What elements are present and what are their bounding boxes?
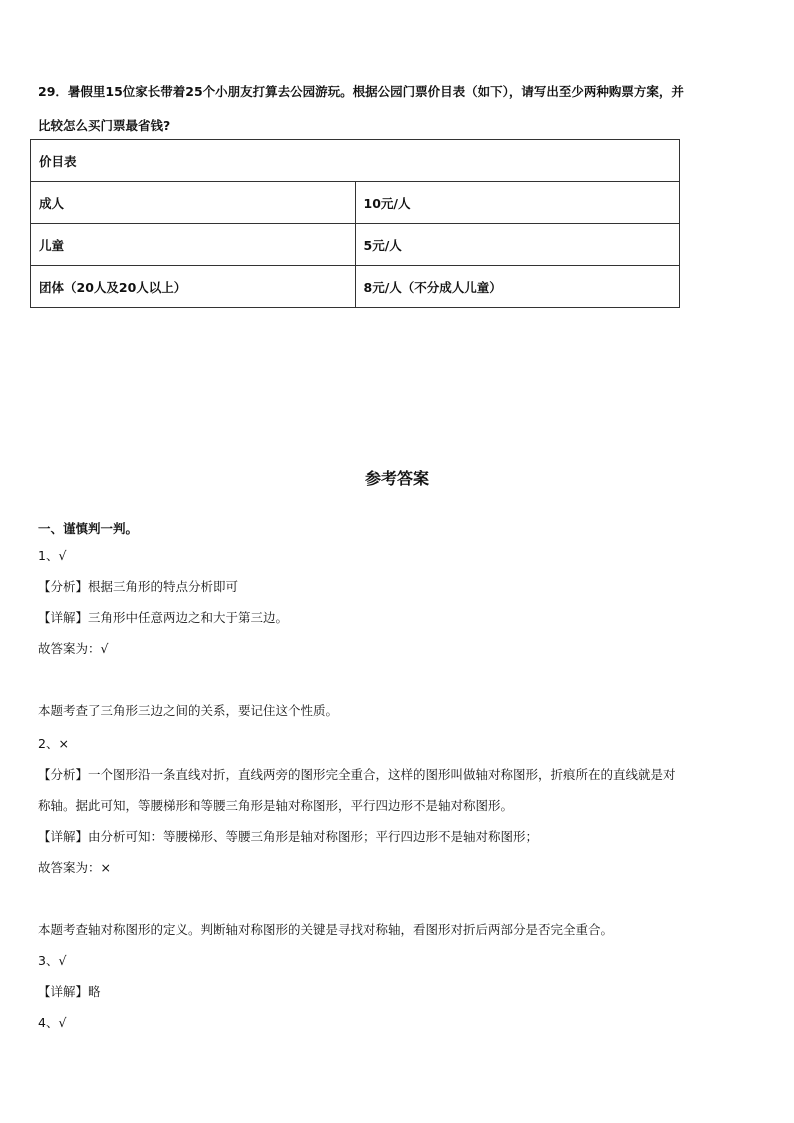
answer-1: 1、√ (38, 548, 67, 563)
table-cell: 10元/人 (355, 182, 680, 224)
answer-1-note: 本题考查了三角形三边之间的关系，要记住这个性质。 (38, 703, 339, 718)
answer-2-note: 本题考查轴对称图形的定义。判断轴对称图形的关键是寻找对称轴，看图形对折后两部分是否完全重合。 (38, 922, 614, 937)
table-cell: 团体（20人及20人以上） (31, 266, 356, 308)
answer-3-detail: 【详解】略 (38, 984, 101, 999)
answer-2-analysis-line1: 【分析】一个图形沿一条直线对折，直线两旁的图形完全重合，这样的图形叫做轴对称图形，折痕所在的直线就是对 (38, 767, 676, 782)
answer-3: 3、√ (38, 953, 67, 968)
price-table (30, 139, 680, 308)
table-cell: 8元/人（不分成人儿童） (355, 266, 680, 308)
table-header-cell: 价目表 (31, 140, 680, 182)
table-cell: 成人 (31, 182, 356, 224)
table-cell: 5元/人 (355, 224, 680, 266)
answer-4: 4、√ (38, 1015, 67, 1030)
table-row (31, 182, 680, 224)
question-29-line2: 比较怎么买门票最省钱? (38, 118, 171, 133)
answer-1-analysis: 【分析】根据三角形的特点分析即可 (38, 579, 239, 594)
question-29-line1: 29．暑假里15位家长带着25个小朋友打算去公园游玩。根据公园门票价目表（如下），请写出至少两种购票方案，并 (38, 84, 684, 99)
answer-1-detail: 【详解】三角形中任意两边之和大于第三边。 (38, 610, 289, 625)
answers-title: 参考答案 (364, 469, 429, 488)
answer-2: 2、× (38, 736, 69, 751)
answer-2-detail: 【详解】由分析可知：等腰梯形、等腰三角形是轴对称图形；平行四边形不是轴对称图形； (38, 829, 539, 844)
answer-2-result: 故答案为：× (38, 860, 111, 875)
table-row (31, 140, 680, 182)
section-heading: 一、谨慎判一判。 (38, 521, 139, 536)
answer-2-analysis-line2: 称轴。据此可知，等腰梯形和等腰三角形是轴对称图形，平行四边形不是轴对称图形。 (38, 798, 514, 813)
table-cell: 儿童 (31, 224, 356, 266)
answer-1-result: 故答案为：√ (38, 641, 109, 656)
table-row (31, 266, 680, 308)
table-row (31, 224, 680, 266)
